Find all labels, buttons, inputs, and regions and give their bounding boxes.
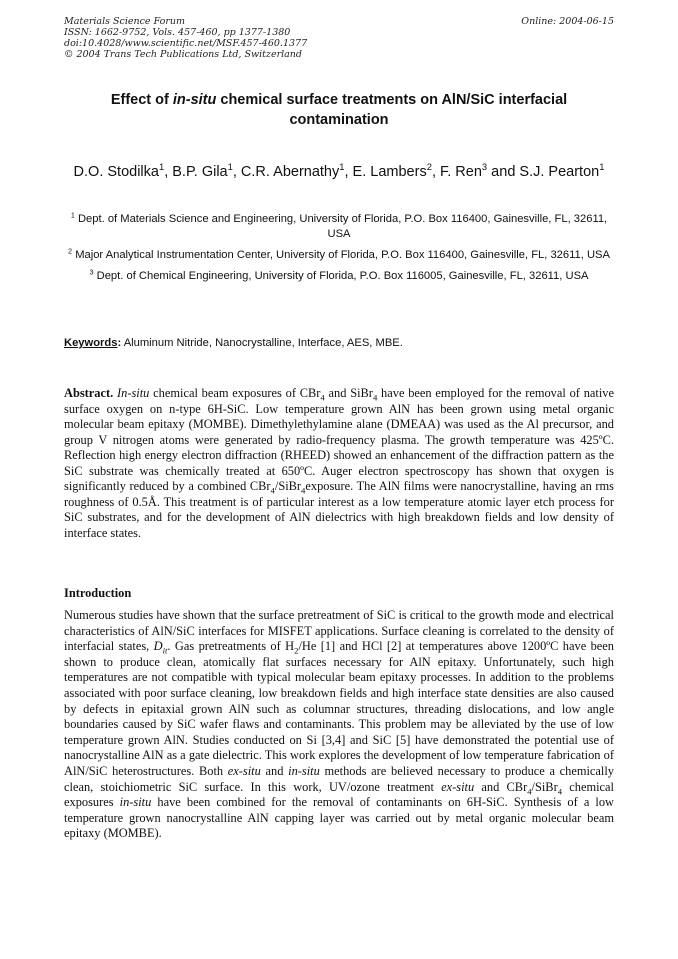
journal-header: [64, 16, 307, 60]
author-affiliation-mark: 2: [426, 161, 432, 173]
author-list: [64, 160, 614, 185]
subscript: 4: [301, 485, 306, 496]
abstract-text: have been employed for the removal of native surface oxygen on n-type 6H-SiC. Low temperature grown AlN has been grown using metal organic molecular beam epitaxy (MOMBE). Dimethylethylamine alane (DMEAA) was used as the Al precursor, and group V nitrogen atoms were generated by radio-frequency plasma. The growth temperature was 425ºC. Reflection high energy electron diffraction (RHEED) showed an enhancement of the diffraction pattern as the SiC substrate was chemically treated at 650ºC. Auger electron spectroscopy has shown that oxygen is significantly reduced by a combined CBr: [64, 386, 614, 493]
abstract-label: Abstract.: [64, 386, 114, 400]
title-italic-part: in-situ: [172, 92, 217, 108]
author: [440, 161, 520, 180]
author-affiliation-mark: 1: [158, 161, 165, 173]
author-separator: and: [487, 164, 520, 180]
intro-text: /He [1] and HCl [2] at temperatures above 1200ºC have been shown to produce clean, atomically flat surfaces necessary for AlN epitaxy. Unfortunately, such high temperatures are not compatible with typical molecular beam epitaxy processes. In addition to the problems associated with poor surface cleaning, low breakdown fields and high interface state densities are also caused by defects in epitaxial grown AlN such as columnar structures, threading dislocations, and low angle boundaries caused by SiC wafer flaws and contaminants. This problem may be alleviated by the use of low temperature grown AlN. Studies conducted on Si [3,4] and SiC [5] have demonstrated the potential use of nanocrystalline AlN as a gate dielectric. This work explores the development of low temperature fabrication of AlN/SiC heterostructures. Both: [64, 639, 614, 778]
author-name: E. Lambers: [352, 164, 427, 180]
author-separator: ,: [431, 164, 440, 180]
intro-text: and: [260, 763, 289, 778]
abstract: [64, 386, 614, 541]
journal-issn: ISSN: 1662-9752, Vols. 457-460, pp 1377-1380: [64, 27, 291, 38]
author-separator: ,: [344, 164, 353, 180]
author-affiliation-mark: 1: [599, 161, 605, 173]
intro-text: and CBr: [474, 779, 528, 794]
intro-text: methods are believed necessary to produce a chemically clean, stoichiometric SiC surface. In this work, UV/ozone treatment: [64, 763, 615, 794]
intro-italic: ex-situ: [441, 779, 475, 794]
intro-text: chemical exposures: [64, 779, 614, 810]
intro-text: . Gas pretreatments of H: [167, 639, 295, 654]
affiliation: [64, 248, 614, 263]
introduction-body: [64, 608, 614, 842]
author-affiliation-mark: 3: [481, 161, 488, 173]
affiliation-list: [64, 212, 614, 290]
affiliation-text: Dept. of Chemical Engineering, University of Florida, P.O. Box 116005, Gainesville, FL, 32611, USA: [96, 270, 589, 282]
abstract-text: exposure. The AlN films were nanocrystalline, having an rms roughness of 0.5Å. This treatment is of particular interest as a low temperature atomic layer etch process for SiC substrates, and for the development of AlN dielectrics with high breakdown fields and low density of interface states.: [64, 479, 614, 540]
intro-italic: in-situ: [119, 795, 152, 810]
keywords-text: Aluminum Nitride, Nanocrystalline, Interface, AES, MBE.: [121, 337, 403, 349]
journal-doi: doi:10.4028/www.scientific.net/MSF.457-460.1377: [64, 38, 308, 49]
intro-text: /SiBr: [531, 779, 558, 794]
paper-title: [64, 90, 614, 130]
author: [172, 161, 241, 180]
author-affiliation-mark: 1: [339, 161, 345, 173]
intro-italic: D: [153, 639, 163, 654]
author-name: F. Ren: [440, 164, 482, 180]
intro-italic: ex-situ: [227, 763, 261, 778]
online-date: Online: 2004-06-15: [521, 16, 614, 27]
author-affiliation-mark: 1: [227, 161, 233, 173]
section-heading-introduction: Introduction: [64, 586, 132, 600]
affiliation: [64, 269, 614, 284]
journal-name: Materials Science Forum: [64, 16, 186, 27]
journal-copyright: © 2004 Trans Tech Publications Ltd, Switzerland: [64, 49, 303, 60]
keywords: [64, 336, 614, 351]
abstract-text: /SiBr: [274, 479, 302, 493]
subscript: 4: [372, 392, 378, 403]
abstract-text: chemical beam exposures of CBr: [149, 386, 321, 400]
author: [352, 161, 440, 180]
intro-text: Numerous studies have shown that the surface pretreatment of SiC is critical to the growth mode and electrical characteristics of AlN/SiC interfaces for MISFET applications. Surface cleaning is correlated to the density of interfacial states,: [64, 608, 614, 654]
affiliation-number: 1: [70, 210, 75, 220]
author-separator: ,: [232, 164, 241, 180]
intro-italic: in-situ: [288, 763, 320, 778]
author: [240, 161, 353, 180]
subscript: 4: [270, 485, 275, 496]
author-name: D.O. Stodilka: [73, 164, 159, 180]
affiliation-text: Dept. of Materials Science and Engineering, University of Florida, P.O. Box 116400, Gainesville, FL, 32611, USA: [77, 213, 608, 240]
keywords-colon: :: [117, 337, 122, 349]
subscript: it: [162, 645, 168, 656]
author-name: S.J. Pearton: [519, 164, 600, 180]
affiliation-number: 3: [89, 267, 94, 277]
author-name: B.P. Gila: [172, 164, 228, 180]
subscript: 4: [557, 786, 563, 796]
affiliation: [64, 212, 614, 242]
author: [519, 161, 605, 180]
title-part: Effect of: [110, 92, 173, 108]
author: [73, 161, 173, 180]
affiliation-number: 2: [68, 246, 73, 256]
abstract-paragraph: [64, 386, 614, 541]
subscript: 4: [320, 392, 325, 403]
abstract-italic: In-situ: [117, 386, 150, 400]
keywords-label: Keywords: [64, 337, 118, 349]
abstract-text: and SiBr: [324, 386, 373, 400]
affiliation-text: Major Analytical Instrumentation Center, University of Florida, P.O. Box 116400, Gainesville, FL, 32611, USA: [75, 249, 610, 261]
subscript: 2: [294, 645, 299, 656]
introduction-paragraph: [64, 608, 614, 842]
author-name: C.R. Abernathy: [240, 164, 340, 180]
title-part: chemical surface treatments on AlN/SiC interfacial contamination: [216, 92, 568, 128]
intro-text: have been combined for the removal of contaminants on 6H-SiC. Synthesis of a low temperature grown nanocrystalline AlN capping layer was carried out by metal organic molecular beam epitaxy (MOMBE).: [64, 795, 614, 841]
author-separator: ,: [164, 164, 173, 180]
subscript: 4: [527, 786, 532, 796]
